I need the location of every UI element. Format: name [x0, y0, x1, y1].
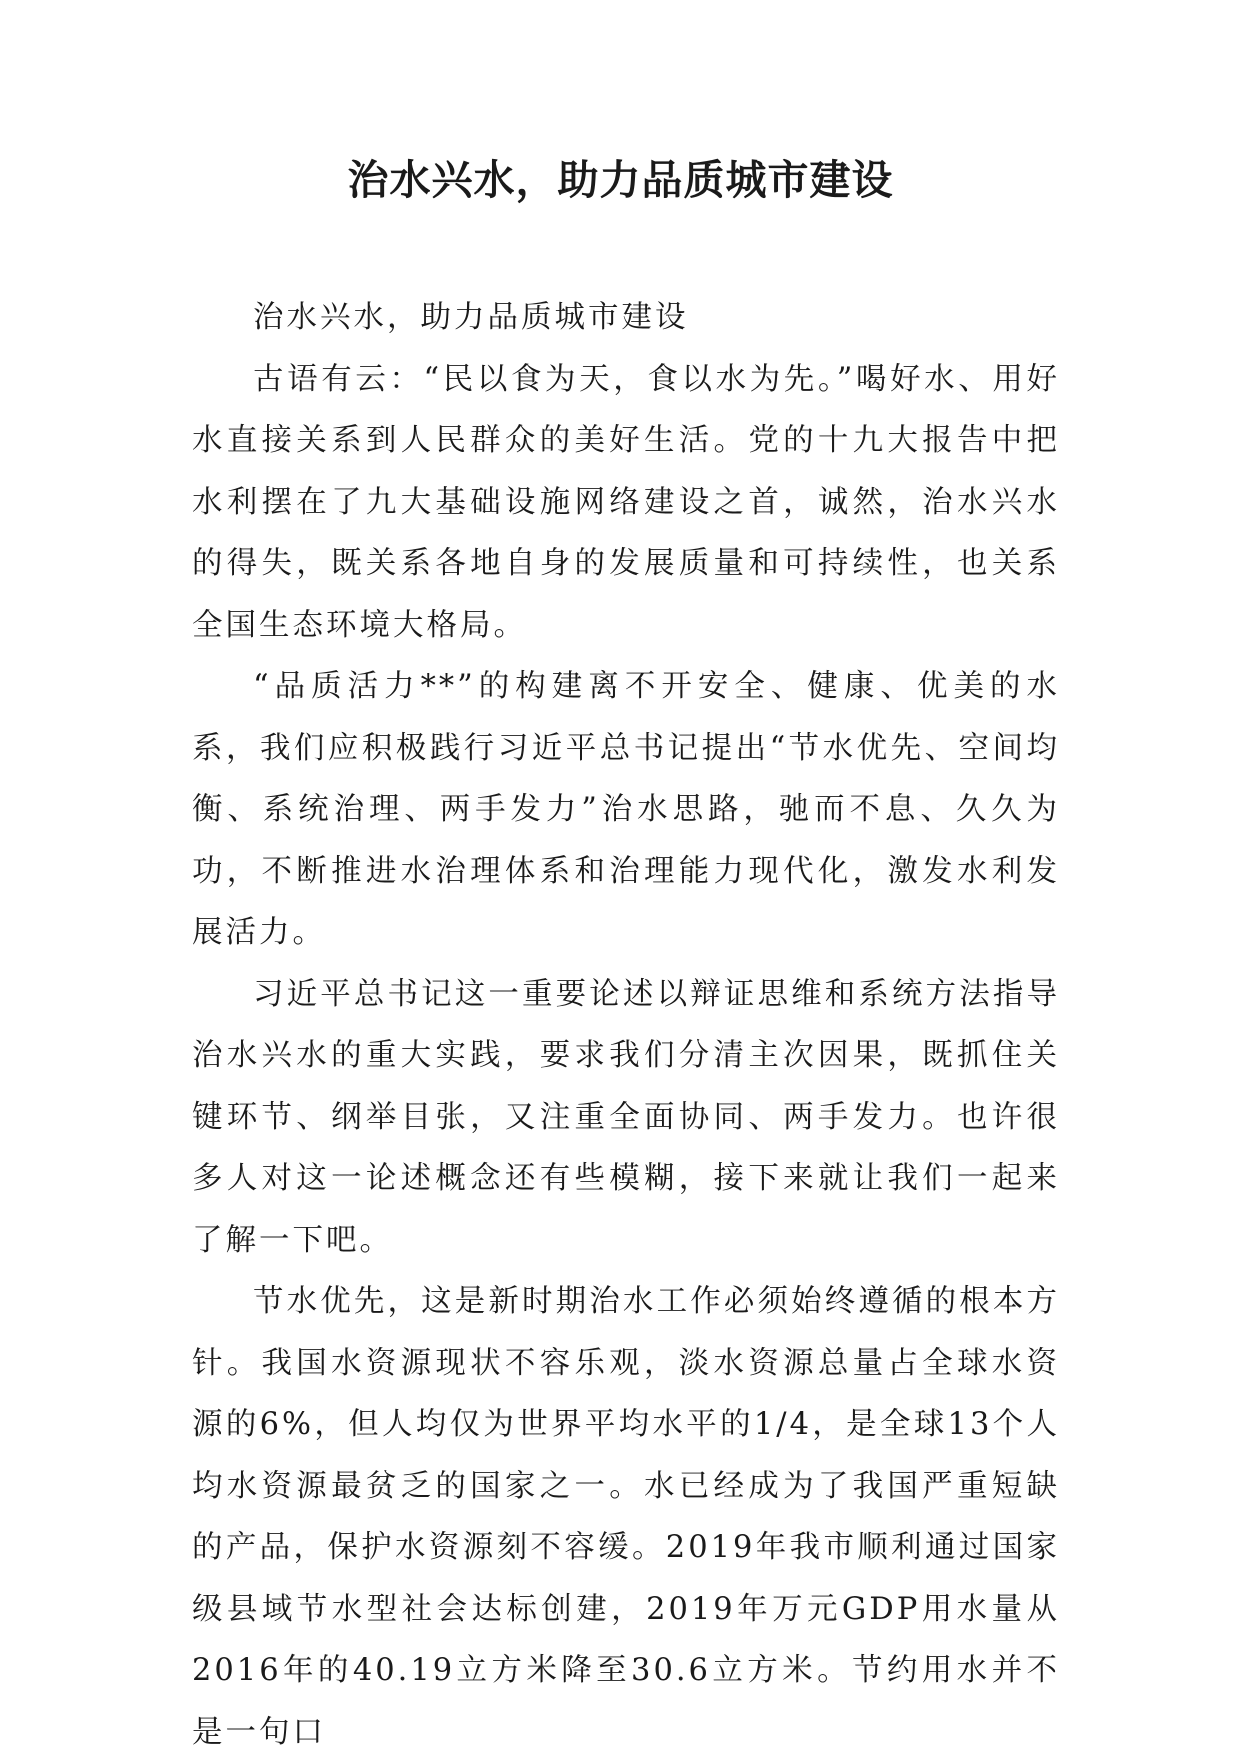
paragraph-intro: 古语有云：“民以食为天，食以水为先。”喝好水、用好水直接关系到人民群众的美好生活。党的十九大报告中把水利摆在了九大基础设施网络建设之首，诚然，治水兴水的得失，既关系各地自身的发展质量和可持续性，也关系全国生态环境大格局。 [192, 361, 1060, 643]
document-title: 治水兴水，助力品质城市建设 [347, 156, 894, 204]
paragraph-water-saving: 节水优先，这是新时期治水工作必须始终遵循的根本方针。我国水资源现状不容乐观，淡水资源总量占全球水资源的6%，但人均仅为世界平均水平的1/4，是全球13个人均水资源最贫乏的国家之一。水已经成为了我国严重短缺的产品，保护水资源刻不容缓。2019年我市顺利通过国家级县域节水型社会达标创建，2019年万元GDP用水量从2016年的40.19立方米降至30.6立方米。节约用水并不是一句口 [192, 1284, 1060, 1750]
document-body [192, 287, 1060, 1763]
paragraph-quality-vitality: “品质活力**”的构建离不开安全、健康、优美的水系，我们应积极践行习近平总书记提出“节水优先、空间均衡、系统治理、两手发力”治水思路，驰而不息、久久为功，不断推进水治理体系和治理能力现代化，激发水利发展活力。 [192, 669, 1060, 950]
paragraph-subtitle: 治水兴水，助力品质城市建设 [253, 300, 689, 335]
paragraph-dialectical-thinking: 习近平总书记这一重要论述以辩证思维和系统方法指导治水兴水的重大实践，要求我们分清主次因果，既抓住关键环节、纲举目张，又注重全面协同、两手发力。也许很多人对这一论述概念还有些模糊，接下来就让我们一起来了解一下吧。 [192, 976, 1060, 1258]
